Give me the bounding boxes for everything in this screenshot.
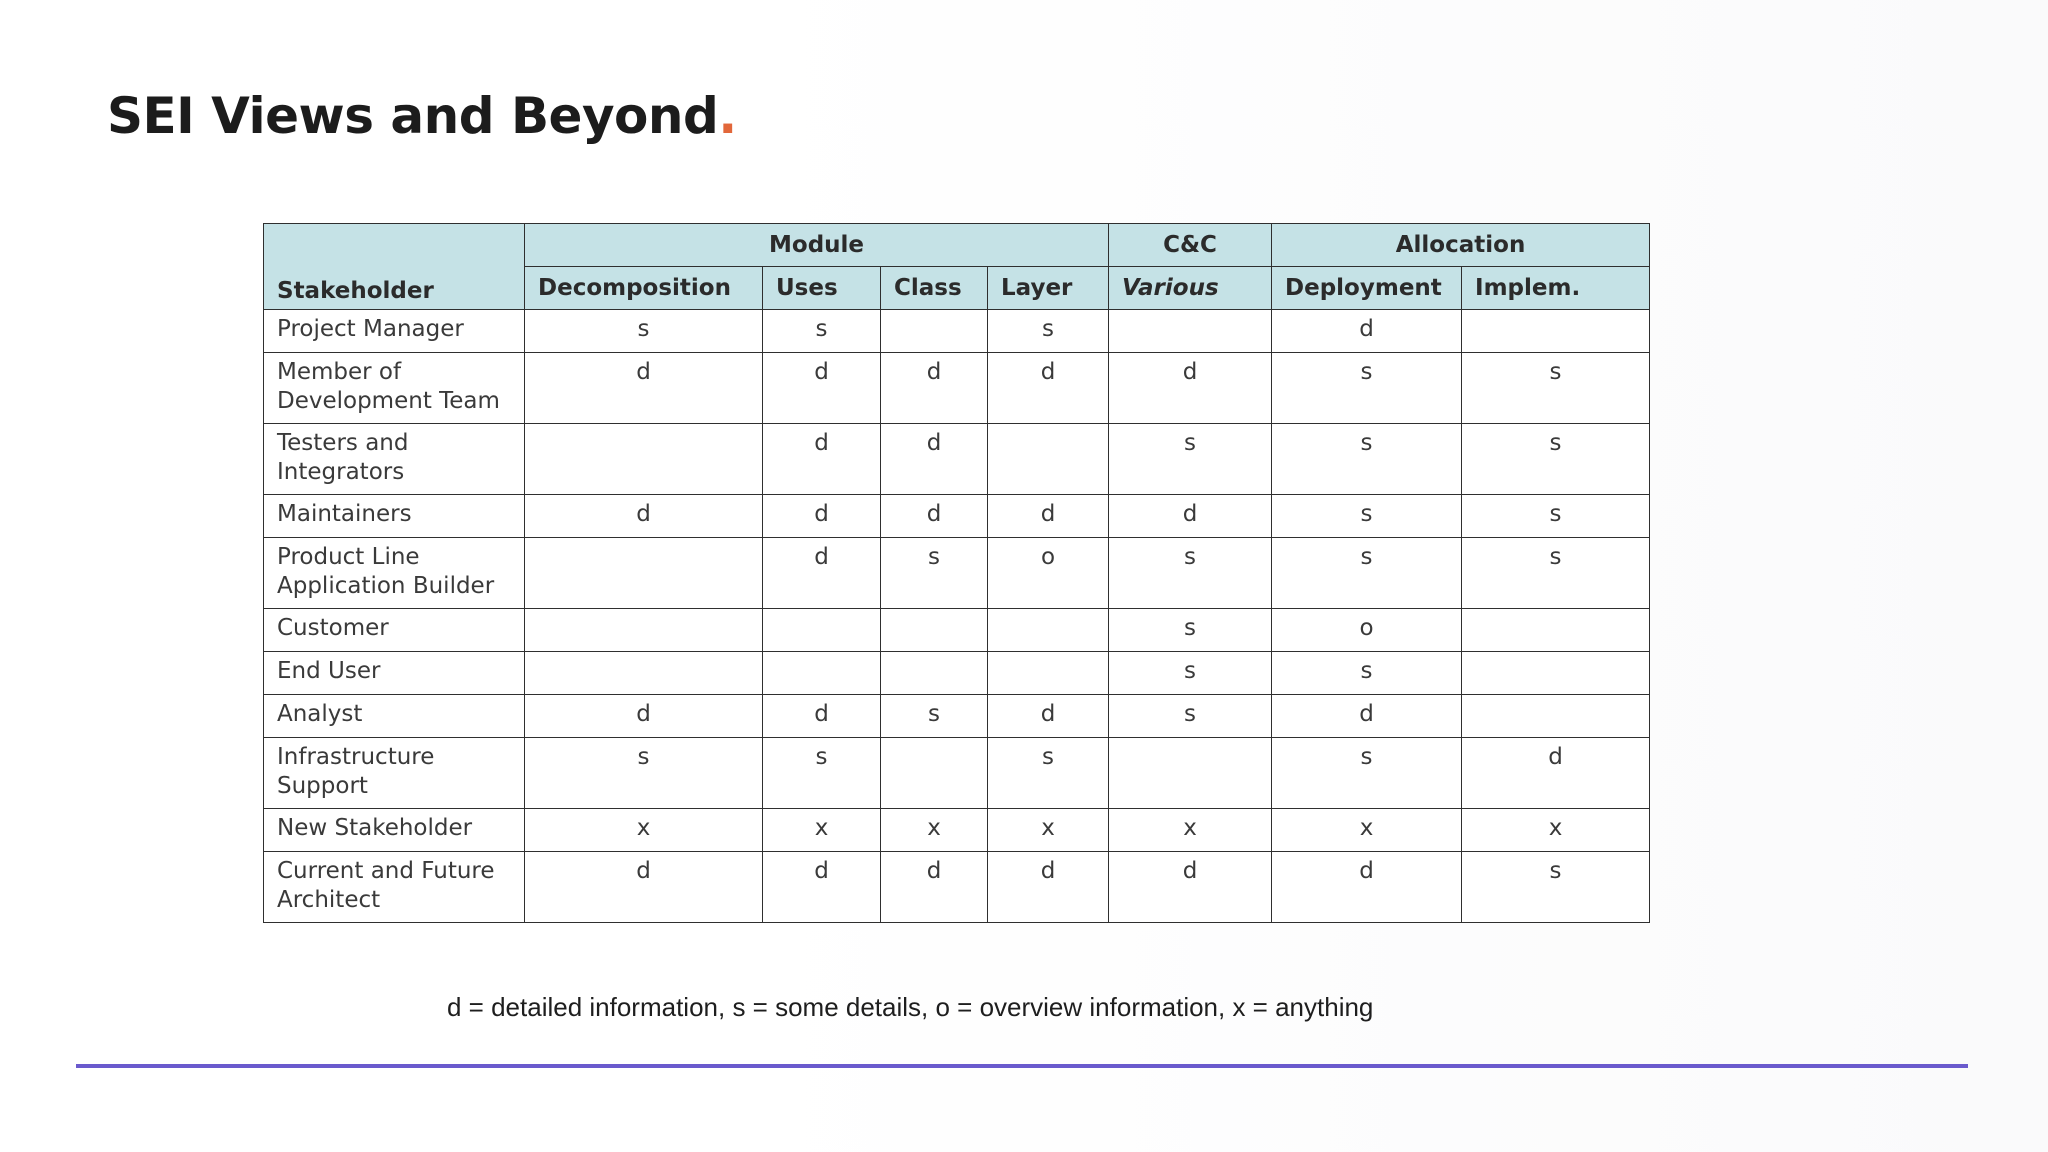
stakeholder-name: Infrastructure Support [264, 738, 525, 809]
table-cell [988, 652, 1109, 695]
table-cell: d [1272, 310, 1462, 353]
table-cell [1462, 652, 1650, 695]
header-uses: Uses [763, 267, 881, 310]
table-cell: d [763, 424, 881, 495]
stakeholder-name: Member of Development Team [264, 353, 525, 424]
table-cell: d [525, 495, 763, 538]
table-cell: s [881, 695, 988, 738]
table-cell: d [1272, 695, 1462, 738]
stakeholder-name: Testers and Integrators [264, 424, 525, 495]
table-cell: d [763, 852, 881, 923]
table-cell [1109, 738, 1272, 809]
table-cell: d [881, 495, 988, 538]
table-cell: s [1462, 852, 1650, 923]
stakeholder-name: New Stakeholder [264, 809, 525, 852]
table-cell [525, 424, 763, 495]
table-cell: s [1462, 538, 1650, 609]
header-implem: Implem. [1462, 267, 1650, 310]
table-row [264, 495, 1650, 538]
slide-title-text: SEI Views and Beyond [107, 87, 719, 145]
table-row [264, 310, 1650, 353]
table-cell: d [1272, 852, 1462, 923]
table-cell: d [881, 424, 988, 495]
table-cell: s [1109, 652, 1272, 695]
table-cell: s [1462, 424, 1650, 495]
table-cell [881, 652, 988, 695]
table-cell [1462, 310, 1650, 353]
table-cell: s [1462, 495, 1650, 538]
table-cell: s [525, 738, 763, 809]
stakeholder-name: Project Manager [264, 310, 525, 353]
header-stakeholder: Stakeholder [264, 224, 525, 310]
header-group-module: Module [525, 224, 1109, 267]
title-accent-dot: . [718, 87, 737, 145]
table-cell [881, 310, 988, 353]
stakeholder-view-table [263, 223, 1650, 923]
table-cell [988, 424, 1109, 495]
table-cell: s [1109, 538, 1272, 609]
table-cell: d [1109, 353, 1272, 424]
table-cell: s [1462, 353, 1650, 424]
stakeholder-name: Maintainers [264, 495, 525, 538]
table-cell: s [988, 738, 1109, 809]
table-cell: d [525, 353, 763, 424]
table-cell: s [1272, 353, 1462, 424]
header-group-allocation: Allocation [1272, 224, 1650, 267]
table-cell: d [1462, 738, 1650, 809]
table-cell [1109, 310, 1272, 353]
table-cell: d [988, 852, 1109, 923]
table-cell: o [988, 538, 1109, 609]
table-cell: d [988, 495, 1109, 538]
header-various: Various [1109, 267, 1272, 310]
table-row [264, 353, 1650, 424]
table-cell: o [1272, 609, 1462, 652]
table-row [264, 738, 1650, 809]
table-row [264, 609, 1650, 652]
table-cell: x [1462, 809, 1650, 852]
table-row [264, 652, 1650, 695]
table-cell [988, 609, 1109, 652]
table-cell [881, 609, 988, 652]
table-cell: x [525, 809, 763, 852]
table-cell [763, 652, 881, 695]
table-cell: d [988, 353, 1109, 424]
table-cell: s [525, 310, 763, 353]
table-cell: x [881, 809, 988, 852]
table-cell: d [763, 495, 881, 538]
table-cell: s [1272, 538, 1462, 609]
stakeholder-name: Analyst [264, 695, 525, 738]
table-cell: d [525, 852, 763, 923]
stakeholder-name: Product Line Application Builder [264, 538, 525, 609]
table-cell: d [763, 538, 881, 609]
table-cell: d [763, 695, 881, 738]
table-cell: d [763, 353, 881, 424]
table-cell: s [763, 738, 881, 809]
table-cell: x [988, 809, 1109, 852]
table-row [264, 852, 1650, 923]
table-cell: d [1109, 852, 1272, 923]
table-cell: d [881, 852, 988, 923]
table-cell: s [1109, 424, 1272, 495]
table-cell: s [1272, 495, 1462, 538]
table-cell: s [763, 310, 881, 353]
table-cell: s [1272, 424, 1462, 495]
stakeholder-name: End User [264, 652, 525, 695]
table-body [264, 310, 1650, 923]
table-cell: x [763, 809, 881, 852]
table-cell [525, 609, 763, 652]
stakeholder-name: Customer [264, 609, 525, 652]
header-deployment: Deployment [1272, 267, 1462, 310]
table-cell: d [881, 353, 988, 424]
table-cell [881, 738, 988, 809]
table-cell: s [1272, 738, 1462, 809]
header-class: Class [881, 267, 988, 310]
header-layer: Layer [988, 267, 1109, 310]
table-cell [525, 652, 763, 695]
table-cell [1462, 609, 1650, 652]
slide-title [107, 86, 737, 146]
table-cell: x [1272, 809, 1462, 852]
table-row [264, 809, 1650, 852]
table-cell: d [525, 695, 763, 738]
header-group-cc: C&C [1109, 224, 1272, 267]
table-cell [525, 538, 763, 609]
stakeholder-view-table-container [263, 223, 1650, 923]
table-row [264, 538, 1650, 609]
table-cell: s [1109, 695, 1272, 738]
footer-divider [76, 1064, 1968, 1068]
table-cell [1462, 695, 1650, 738]
table-cell: s [988, 310, 1109, 353]
table-cell: s [881, 538, 988, 609]
stakeholder-name: Current and Future Architect [264, 852, 525, 923]
table-cell [763, 609, 881, 652]
header-decomposition: Decomposition [525, 267, 763, 310]
table-row [264, 695, 1650, 738]
table-cell: s [1272, 652, 1462, 695]
table-cell: d [988, 695, 1109, 738]
table-cell: x [1109, 809, 1272, 852]
table-row [264, 424, 1650, 495]
legend-text: d = detailed information, s = some details, o = overview information, x = anything [447, 992, 1374, 1022]
table-cell: d [1109, 495, 1272, 538]
table-cell: s [1109, 609, 1272, 652]
